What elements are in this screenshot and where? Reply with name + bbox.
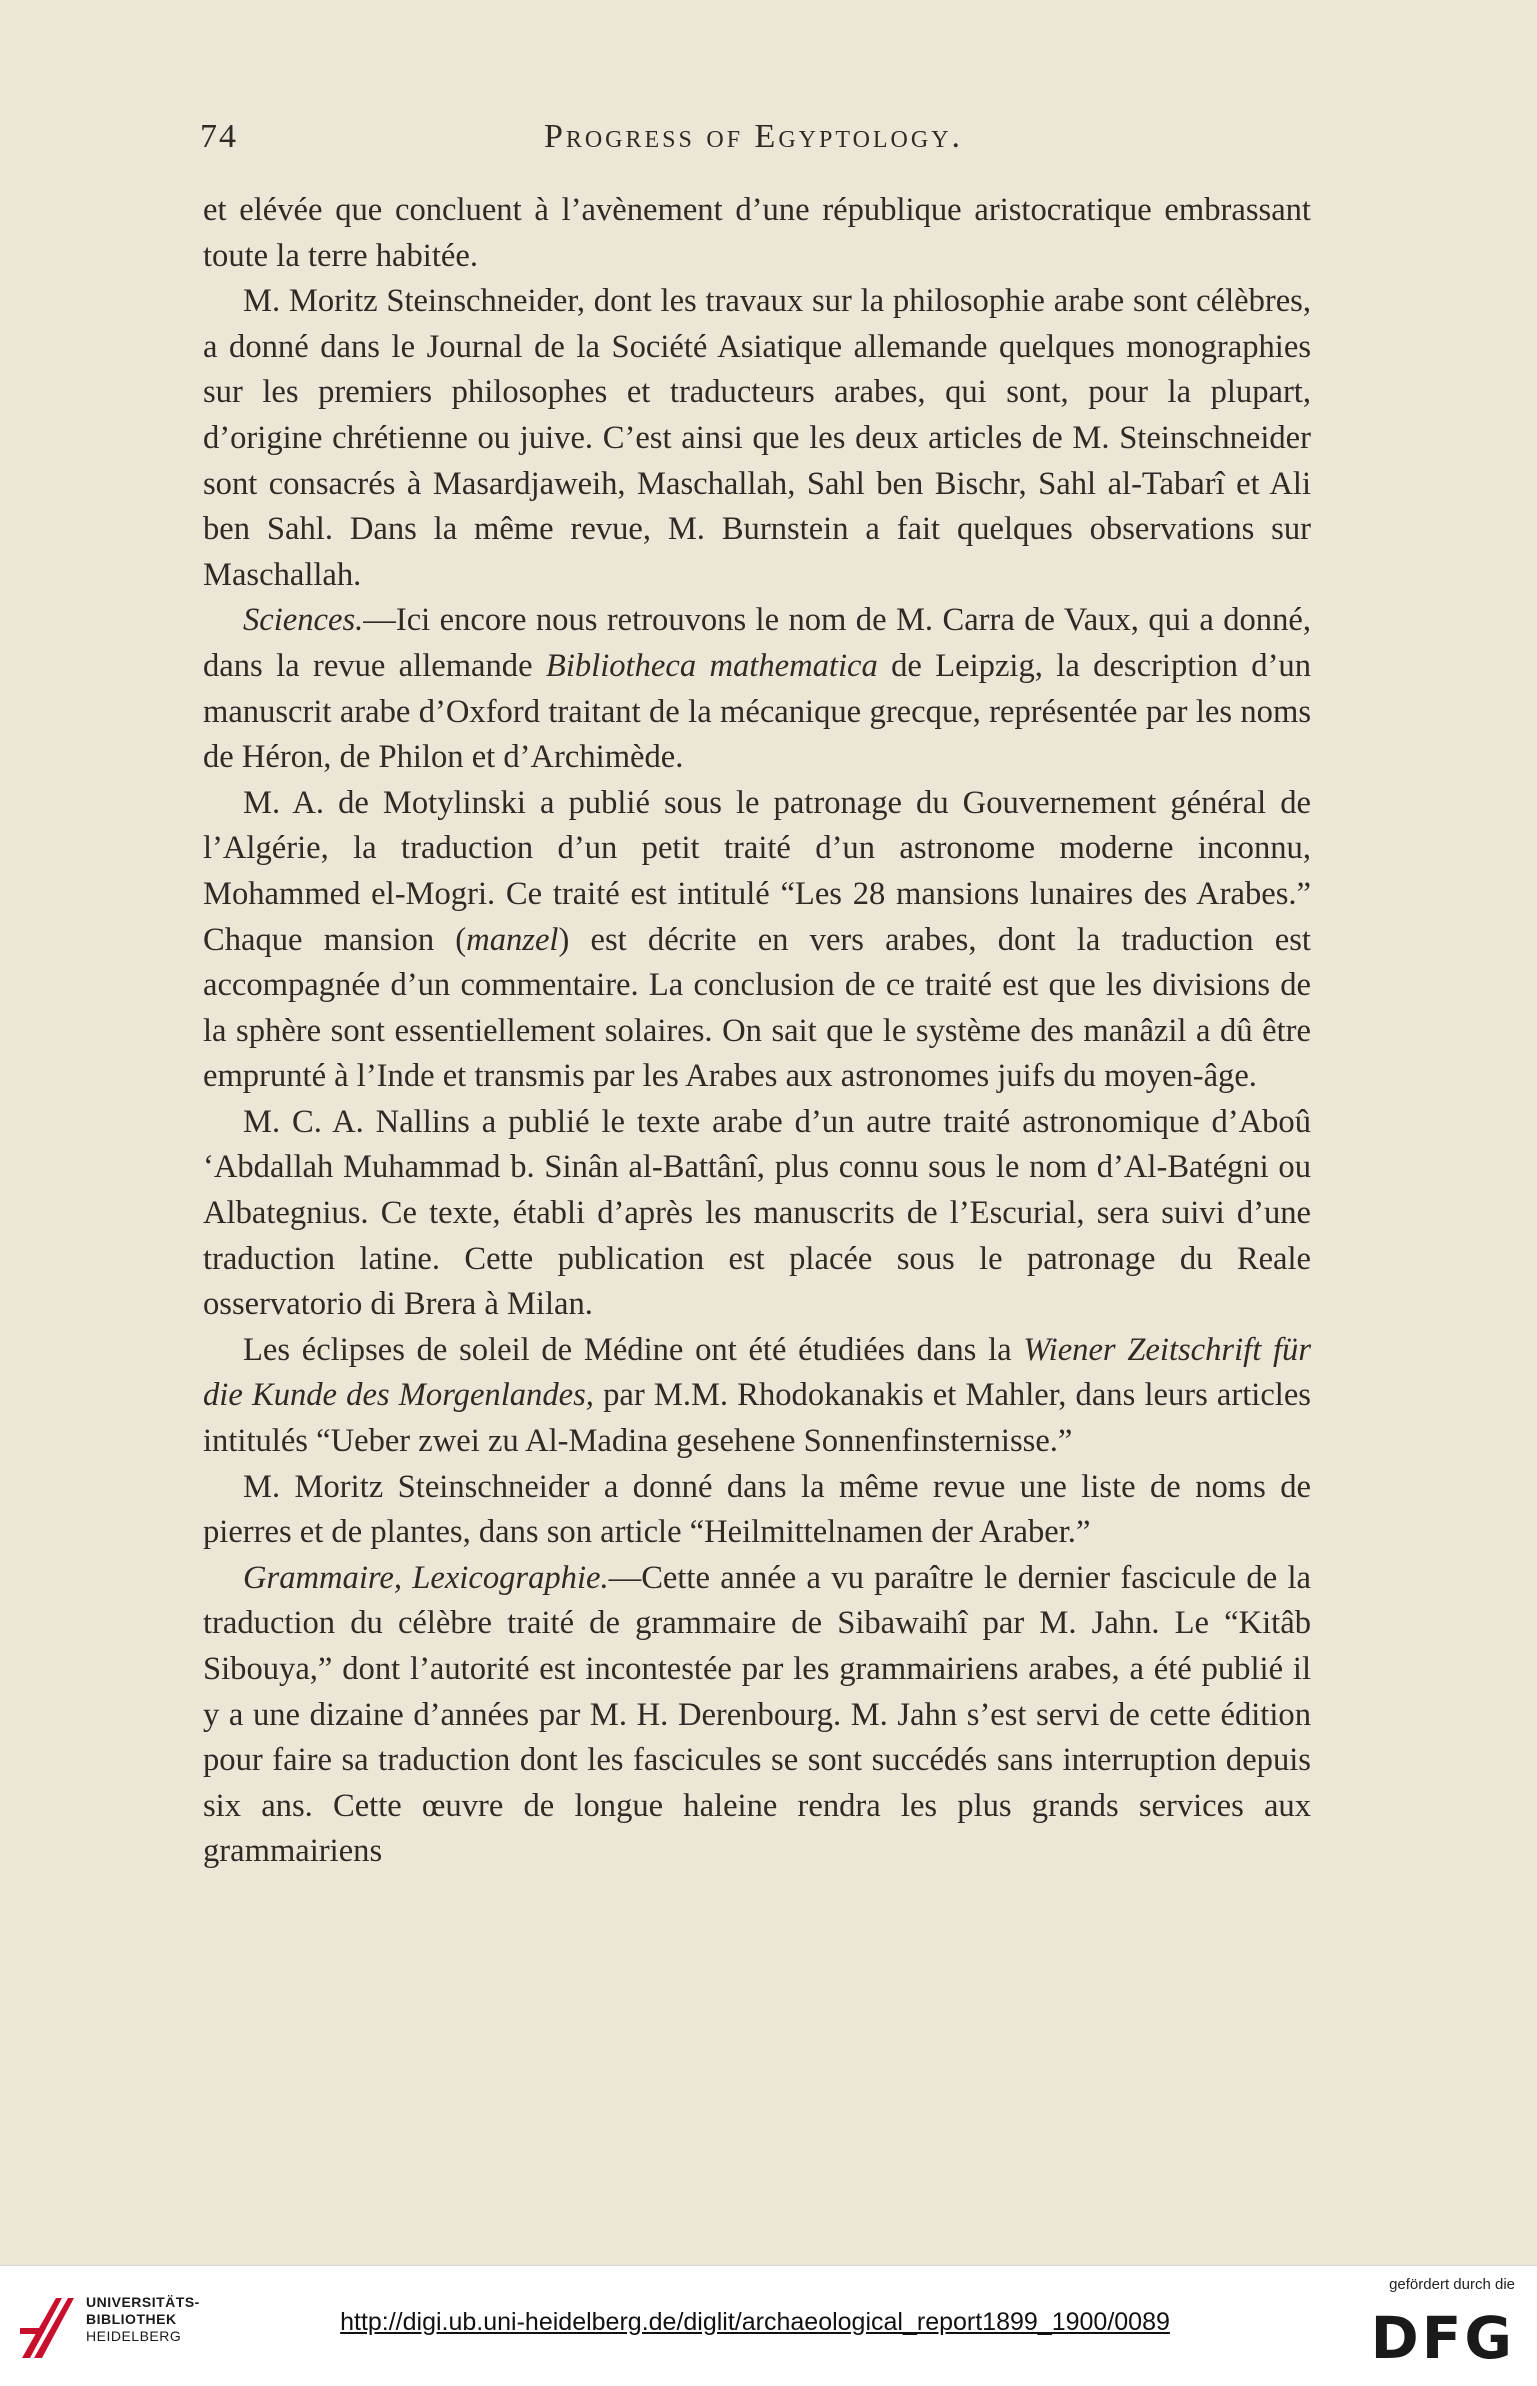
sponsor-label: gefördert durch die: [1389, 2276, 1515, 2293]
library-name-line: UNIVERSITÄTS-: [86, 2294, 200, 2310]
paragraph-text: par M.M. Rhodokanakis et Mahler, dans leurs articles intitulés “Ueber zwei zu Al-Madina gesehene Sonnenfinsternisse.”: [203, 1377, 1311, 1460]
library-name-line: HEIDELBERG: [86, 2328, 182, 2344]
running-title: Progress of Egyptology.: [543, 118, 964, 155]
body-text: [203, 188, 1311, 1875]
paragraph-sciences: [203, 598, 1311, 780]
term-manzel: manzel: [466, 921, 559, 958]
paragraph-eclipses: [203, 1328, 1311, 1465]
paragraph-heilmittelnamen: M. Moritz Steinschneider a donné dans la même revue une liste de noms de pierres et de plantes, dans son article “Heilmittelnamen der Araber.”: [203, 1468, 1311, 1551]
paragraph-text: —Ici encore nous retrouvons le nom de M. Carra de Vaux, qui a donné, dans la revue allemande: [203, 602, 1311, 684]
journal-title: Wiener Zeitschrift für die Kunde des Morgenlandes,: [203, 1331, 1311, 1414]
permalink-url[interactable]: http://digi.ub.uni-heidelberg.de/diglit/archaeological_report1899_1900/0089: [340, 2308, 1170, 2336]
journal-title: Bibliotheca mathematica: [545, 647, 878, 684]
paragraph-steinschneider: M. Moritz Steinschneider, dont les travaux sur la philosophie arabe sont célèbres, a donné dans le Journal de la Société Asiatique allemande quelques monographies sur les premiers philosophes et traducteurs arabes, qui sont, pour la plupart, d’origine chrétienne ou juive. C’est ainsi que les deux articles de M. Steinschneider sont consacrés à Masardjaweih, Maschallah, Sahl ben Bischr, Sahl al-Tabarî et Ali ben Sahl. Dans la même revue, M. Burnstein a fait quelques observations sur Maschallah.: [203, 283, 1311, 593]
paragraph-nallins: M. C. A. Nallins a publié le texte arabe d’un autre traité astronomique d’Aboû ‘Abdallah Muhammad b. Sinân al-Battânî, plus connu sous le nom d’Al-Batégni ou Albategnius. Ce texte, établi d’après les manuscrits de l’Escurial, sera suivi d’une traduction latine. Cette publication est placée sous le patronage du Reale osservatorio di Brera à Milan.: [203, 1103, 1311, 1323]
section-heading-sciences: Sciences.: [243, 602, 364, 639]
section-heading-grammaire: Grammaire, Lexicographie.: [243, 1559, 609, 1596]
page-number: 74: [200, 118, 238, 155]
paragraph-text: —Cette année a vu paraître le dernier fascicule de la traduction du célèbre traité de grammaire de Sibawaihî par M. Jahn. Le “Kitâb Sibouya,” dont l’autorité est incontestée par les grammairiens arabes, a été publié il y a une dizaine d’années par M. H. Derenbourg. M. Jahn s’est servi de cette édition pour faire sa traduction dont les fascicules se sont succédés sans interruption depuis six ans. Cette œuvre de longue haleine rendra les plus grands services aux grammairiens: [203, 1559, 1311, 1870]
digitization-footer: [0, 2265, 1537, 2386]
paragraph-text: ) est décrite en vers arabes, dont la traduction est accompagnée d’un commentaire. La conclusion de ce traité est que les divisions de la sphère sont essentiellement solaires. On sait que le système des manâzil a dû être emprunté à l’Inde et transmis par les Arabes aux astronomes juifs du moyen-âge.: [203, 921, 1311, 1095]
library-name-line: BIBLIOTHEK: [86, 2311, 177, 2327]
running-head: [200, 118, 1307, 168]
paragraph-motylinski: [203, 781, 1311, 1100]
university-library-logo-icon: [16, 2288, 78, 2364]
paragraph-text: de Leipzig, la description d’un manuscrit arabe d’Oxford traitant de la mécanique grecque, représentée par les noms de Héron, de Philon et d’Archimède.: [203, 647, 1311, 776]
paragraph-continuation: et elévée que concluent à l’avènement d’une république aristocratique embrassant toute la terre habitée.: [203, 192, 1311, 274]
paragraph-text: M. A. de Motylinski a publié sous le patronage du Gouvernement général de l’Algérie, la traduction d’un petit traité d’un astronome moderne inconnu, Mohammed el-Mogri. Ce traité est intitulé “Les 28 mansions lunaires des Arabes.” Chaque mansion (: [203, 784, 1311, 958]
paragraph-grammaire: [203, 1556, 1311, 1875]
university-library-name: [86, 2294, 200, 2345]
dfg-logo: DFG: [1370, 2304, 1515, 2372]
paragraph-text: Les éclipses de soleil de Médine ont été étudiées dans la: [243, 1331, 1024, 1368]
